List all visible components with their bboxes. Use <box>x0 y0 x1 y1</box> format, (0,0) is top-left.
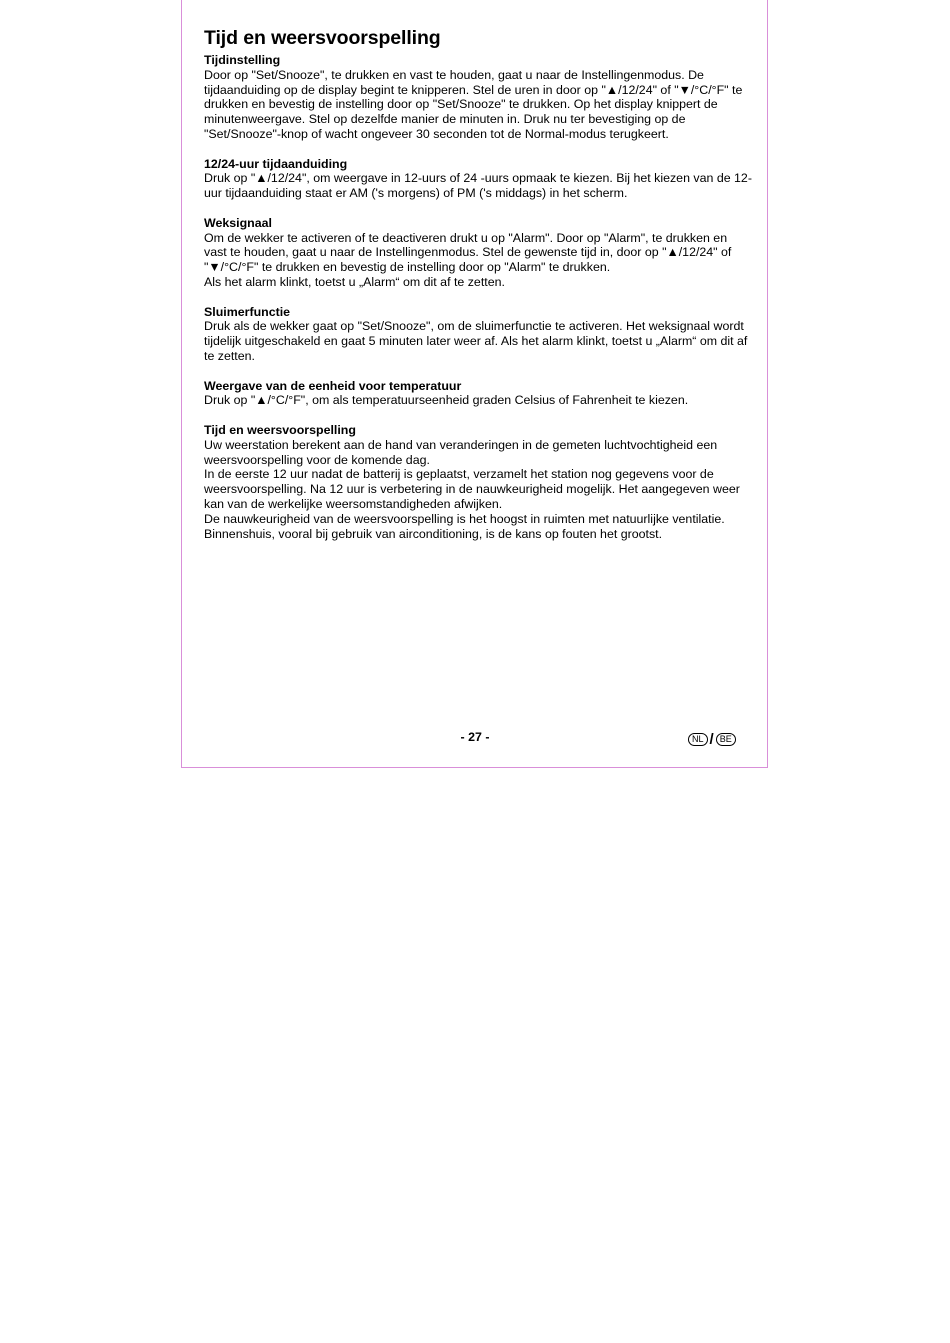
section-paragraph: Om de wekker te activeren of te deactiveren drukt u op "Alarm". Door op "Alarm", te drukken en vast te houden, gaat u naar de Instellingenmodus. Stel de gewenste tijd in, door op "▲/12/24" of "▼/°C/°F" te drukken en bevestig de instelling door op "Alarm" te drukken. <box>204 230 732 275</box>
section-temperatuur-eenheid <box>204 379 752 409</box>
section-heading: 12/24-uur tijdaanduiding <box>204 156 348 171</box>
section-tijdinstelling <box>204 53 752 142</box>
section-paragraph: Druk op "▲/°C/°F", om als temperatuurseenheid graden Celsius of Fahrenheit te kiezen. <box>204 393 689 408</box>
page-number: - 27 - <box>460 730 490 744</box>
section-heading: Sluimerfunctie <box>204 304 291 319</box>
section-heading: Tijd en weersvoorspelling <box>204 422 356 437</box>
section-paragraph: Door op "Set/Snooze", te drukken en vast te houden, gaat u naar de Instellingenmodus. De tijdaanduiding op de display begint te knipperen. Stel de uren in door op "▲/12/24" of "▼/°C/°F" te drukken en bevestig de instelling door op "Set/Snooze" te drukken. Op het display knippert de minutenweergave. Stel op dezelfde manier de minuten in. Druk nu ter bevestiging op de "Set/Snooze"-knop of wacht ongeveer 30 seconden tot de Normal-modus terugkeert. <box>204 67 743 141</box>
page-title: Tijd en weersvoorspelling <box>204 27 441 49</box>
section-weersvoorspelling <box>204 423 752 541</box>
section-paragraph: Als het alarm klinkt, toetst u „Alarm“ om dit af te zetten. <box>204 274 505 289</box>
document-content <box>204 26 752 556</box>
section-paragraph: Druk op "▲/12/24", om weergave in 12-uurs of 24 -uurs opmaak te kiezen. Bij het kiezen van de 12-uur tijdaanduiding staat er AM ('s morgens) of PM ('s middags) in het scherm. <box>204 171 752 201</box>
section-weksignaal <box>204 216 752 290</box>
section-heading: Weksignaal <box>204 215 272 230</box>
section-heading: Tijdinstelling <box>204 53 281 67</box>
section-12-24-uur <box>204 157 752 201</box>
section-sluimerfunctie <box>204 305 752 364</box>
section-paragraph: De nauwkeurigheid van de weersvoorspelling is het hoogst in ruimten met natuurlijke ventilatie. Binnenshuis, vooral bij gebruik van airconditioning, is de kans op fouten het grootst. <box>204 511 725 541</box>
badge-separator: / <box>709 731 714 748</box>
section-heading: Weergave van de eenheid voor temperatuur <box>204 378 462 393</box>
country-badge-nl: NL <box>688 733 708 746</box>
section-paragraph: In de eerste 12 uur nadat de batterij is geplaatst, verzamelt het station nog gegevens voor de weersvoorspelling. Na 12 uur is verbetering in de nauwkeurigheid mogelijk. Het aangegeven weer kan van de werkelijke weersomstandigheden afwijken. <box>204 467 740 511</box>
country-badges <box>688 732 736 747</box>
country-badge-be: BE <box>716 733 736 746</box>
section-paragraph: Uw weerstation berekent aan de hand van veranderingen in de gemeten luchtvochtigheid een weersvoorspelling voor de komende dag. <box>204 437 718 467</box>
section-paragraph: Druk als de wekker gaat op "Set/Snooze", om de sluimerfunctie te activeren. Het weksignaal wordt tijdelijk uitgeschakeld en gaat 5 minuten later weer af. Als het alarm klinkt, toetst u „Alarm“ om dit af te zetten. <box>204 319 748 363</box>
